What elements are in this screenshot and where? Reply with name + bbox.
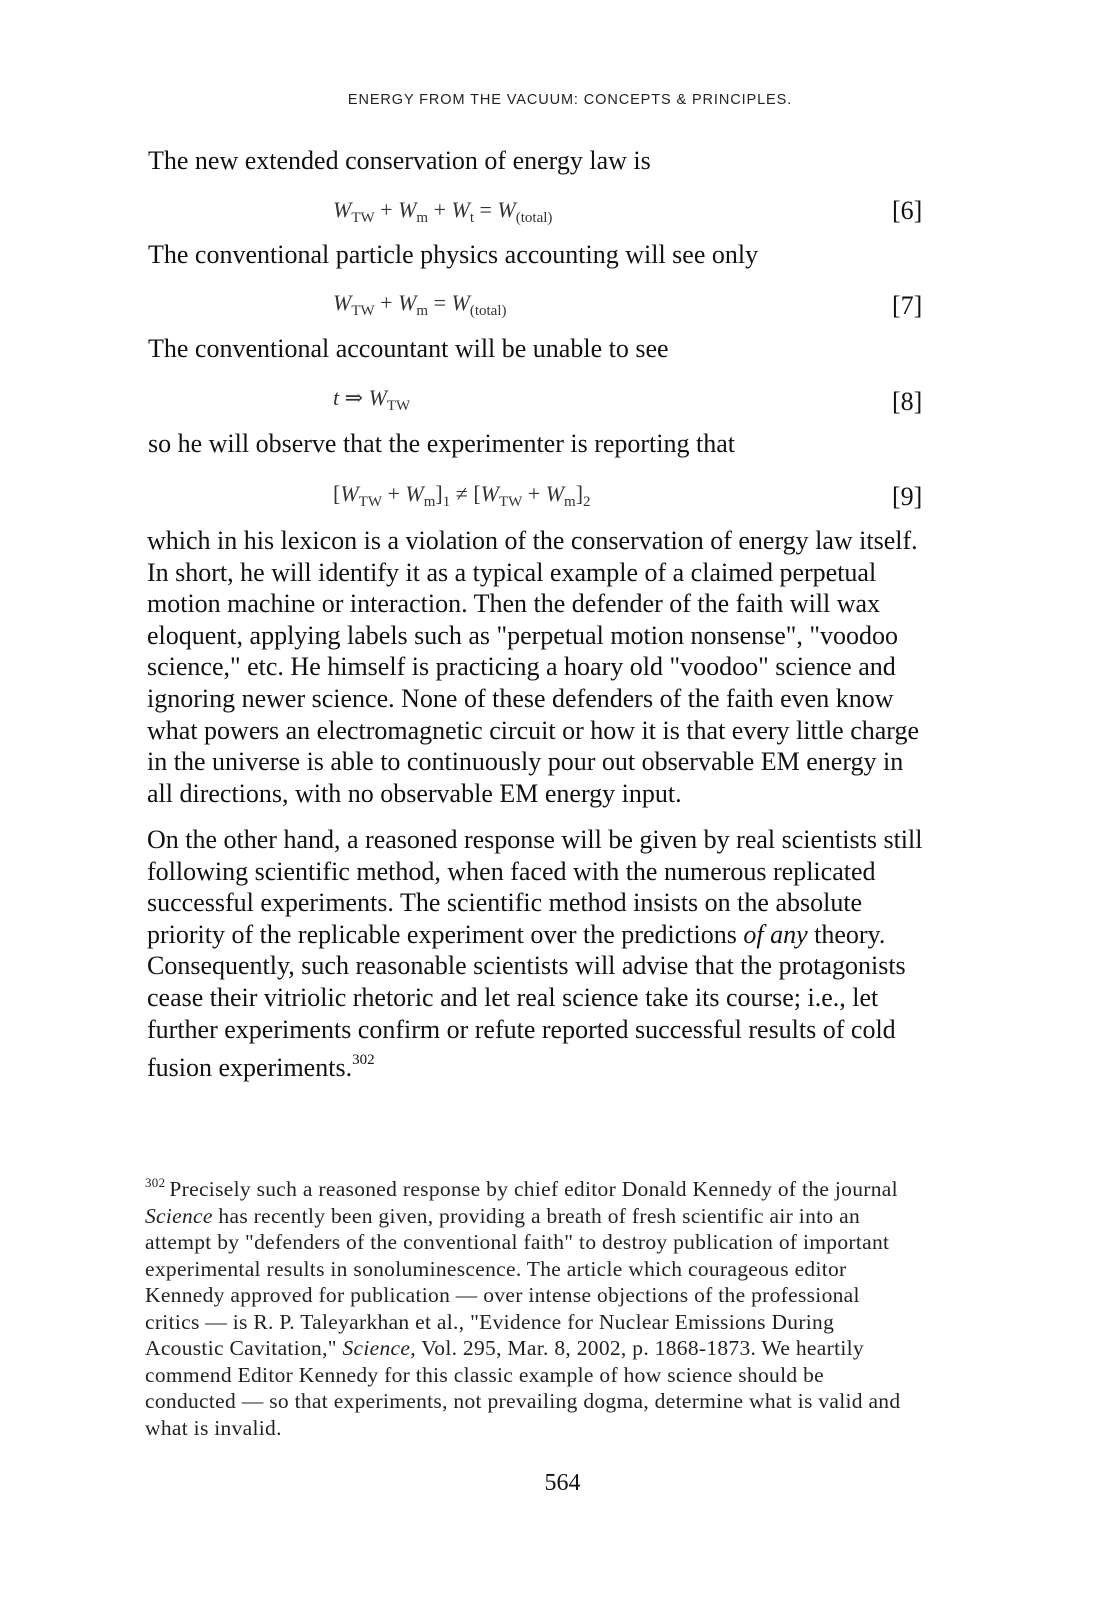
journal-title: Science, xyxy=(342,1336,416,1360)
paragraph-line: In short, he will identify it as a typical example of a claimed perpetual xyxy=(147,557,877,587)
intro-line-eq9: so he will observe that the experimenter is reporting that xyxy=(148,429,735,458)
footnote-line: Science has recently been given, providing a breath of fresh scientific air into an xyxy=(145,1203,861,1228)
footnote-reference[interactable]: 302 xyxy=(352,1052,375,1069)
page-number: 564 xyxy=(544,1470,581,1496)
running-head: ENERGY FROM THE VACUUM: CONCEPTS & PRINCIPLES. xyxy=(347,92,793,108)
paragraph-line: priority of the replicable experiment over the predictions of any theory. xyxy=(147,919,886,949)
paragraph-line: further experiments confirm or refute reported successful results of cold xyxy=(147,1014,896,1044)
paragraph-line: On the other hand, a reasoned response will be given by real scientists still xyxy=(147,825,923,854)
paragraph-line: Consequently, such reasonable scientists will advise that the protagonists xyxy=(147,951,906,981)
paragraph-line: successful experiments. The scientific method insists on the absolute xyxy=(147,888,863,918)
paragraph-violation xyxy=(147,525,987,809)
footnote-line: commend Editor Kennedy for this classic example of how science should be xyxy=(145,1362,824,1387)
paragraph-line: science," etc. He himself is practicing a hoary old "voodoo" science and xyxy=(147,652,896,682)
footnote-line: $^{302}$ Precisely such a reasoned response by chief editor Donald Kennedy of the journal xyxy=(145,1175,898,1201)
intro-line-eq7: The conventional particle physics accounting will see only xyxy=(148,240,759,269)
equation-number-6: [6] xyxy=(892,196,923,225)
paragraph-line: fusion experiments.$^{302}$ xyxy=(147,1052,375,1083)
paragraph-line: cease their vitriolic rhetoric and let real science take its course; i.e., let xyxy=(147,982,879,1012)
footnote-number: 302 xyxy=(145,1175,166,1190)
footnote-line: Acoustic Cavitation," Science, Vol. 295, Mar. 8, 2002, p. 1868-1873. We heartily xyxy=(145,1336,864,1360)
equation-8: t ⇒ $W_{TW}$ xyxy=(333,385,411,414)
footnote-line: experimental results in sonoluminescence. The article which courageous editor xyxy=(145,1256,847,1281)
paragraph-reasoned-response xyxy=(147,824,987,1084)
paragraph-line: eloquent, applying labels such as "perpetual motion nonsense", "voodoo xyxy=(147,620,899,650)
paragraph-line: motion machine or interaction. Then the defender of the faith will wax xyxy=(147,589,881,619)
paragraph-line: ignoring newer science. None of these defenders of the faith even know xyxy=(147,683,894,713)
equation-7: $W_{TW} + W_m = W_{(total)}$ xyxy=(333,290,507,319)
equation-9: $[W_{TW} + W_m]_1 \ne [W_{TW} + W_m]_2$ xyxy=(333,481,591,510)
paragraph-line: following scientific method, when faced with the numerous replicated xyxy=(147,856,876,886)
equation-number-7: [7] xyxy=(892,291,923,320)
paragraph-line: in the universe is able to continuously pour out observable EM energy in xyxy=(147,747,904,777)
footnote-line: Kennedy approved for publication — over intense objections of the professional xyxy=(145,1283,860,1307)
paragraph-line: which in his lexicon is a violation of the conservation of energy law itself. xyxy=(147,526,918,555)
emphasis-text: of any xyxy=(743,919,808,949)
intro-line-eq8: The conventional accountant will be unable to see xyxy=(148,334,669,363)
footnote-line: attempt by "defenders of the conventional faith" to destroy publication of important xyxy=(145,1230,890,1254)
equation-6: $W_{TW} + W_m + W_t = W_{(total)}$ xyxy=(333,197,553,226)
footnote-line: what is invalid. xyxy=(145,1415,282,1440)
footnote-302 xyxy=(145,1170,995,1441)
paragraph-line: all directions, with no observable EM energy input. xyxy=(147,778,682,808)
equation-number-9: [9] xyxy=(892,482,923,511)
intro-line-eq6: The new extended conservation of energy law is xyxy=(148,146,651,175)
footnote-line: conducted — so that experiments, not prevailing dogma, determine what is valid and xyxy=(145,1389,901,1413)
equation-number-8: [8] xyxy=(892,387,923,416)
paragraph-line: what powers an electromagnetic circuit or how it is that every little charge xyxy=(147,715,920,745)
journal-title: Science xyxy=(145,1203,213,1228)
footnote-line: critics — is R. P. Taleyarkhan et al., "Evidence for Nuclear Emissions During xyxy=(145,1309,835,1334)
